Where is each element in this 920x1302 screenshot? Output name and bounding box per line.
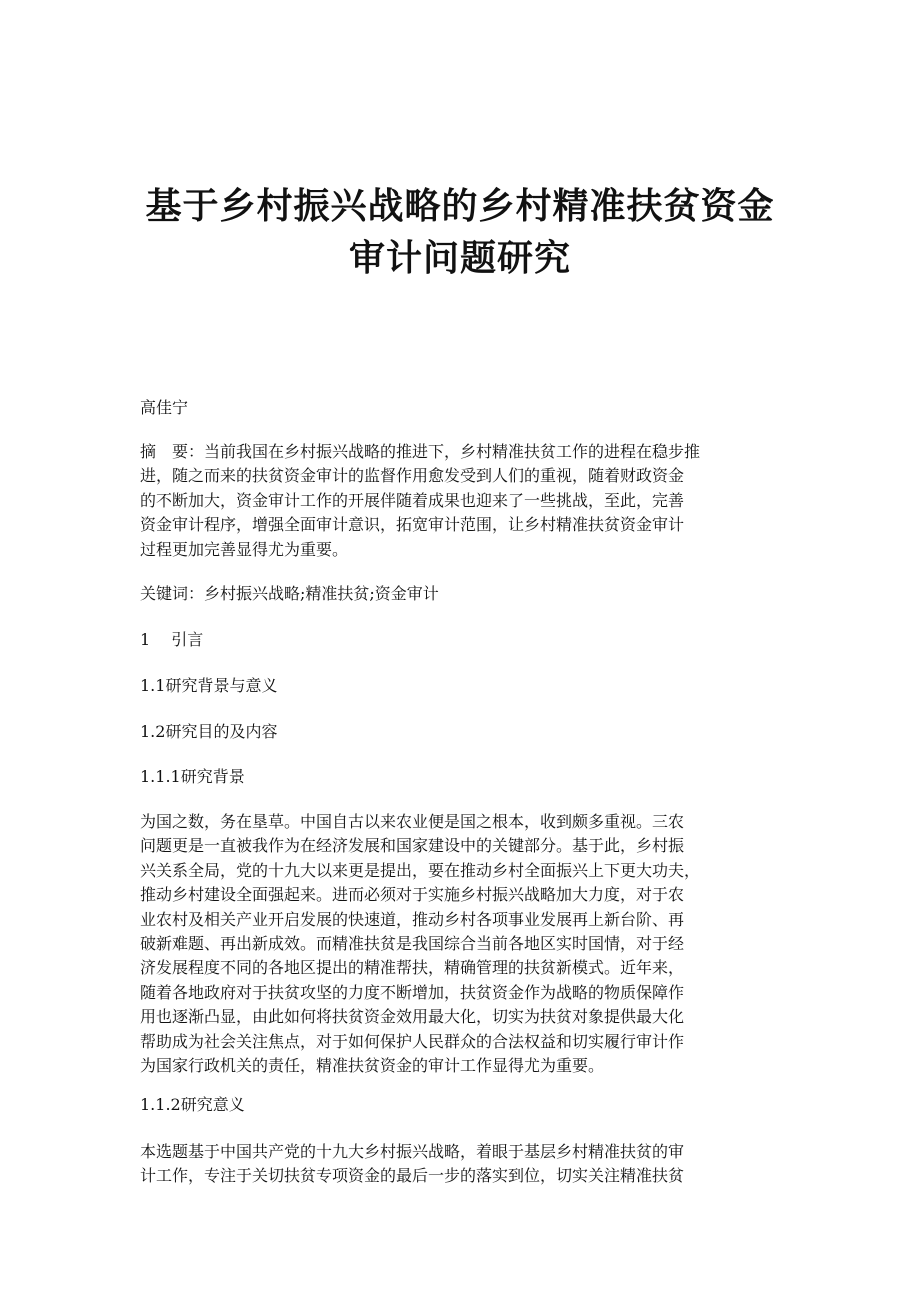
paragraph-line: 本选题基于中国共产党的十九大乡村振兴战略，着眼于基层乡村精准扶贫的审 xyxy=(140,1142,685,1161)
section-heading-1-1-2: 1.1.2研究意义 xyxy=(140,1095,245,1114)
significance-paragraph xyxy=(140,1140,780,1189)
paragraph-line: 兴关系全局，党的十九大以来更是提出，要在推动乡村全面振兴上下更大功夫， xyxy=(140,860,701,880)
section-heading-intro: 1 引言 xyxy=(140,630,204,649)
paragraph-line: 问题更是一直被我作为在经济发展和国家建设中的关键部分。基于此，乡村振 xyxy=(140,836,685,856)
section-heading-1-1: 1.1研究背景与意义 xyxy=(140,676,278,695)
paragraph-line: 济发展程度不同的各地区提出的精准帮扶，精确管理的扶贫新模式。近年来， xyxy=(140,958,685,978)
author-name: 高佳宁 xyxy=(140,398,189,417)
abstract-line: 的不断加大，资金审计工作的开展伴随着成果也迎来了一些挑战，至此，完善 xyxy=(140,490,685,510)
paragraph-line: 计工作，专注于关切扶贫专项资金的最后一步的落实到位，切实关注精准扶贫 xyxy=(140,1166,685,1186)
paragraph-line: 业农村及相关产业开启发展的快速道，推动乡村各项事业发展再上新台阶、再 xyxy=(140,909,685,929)
abstract-line: 资金审计程序，增强全面审计意识，拓宽审计范围，让乡村精准扶贫资金审计 xyxy=(140,515,685,535)
section-heading-1-2: 1.2研究目的及内容 xyxy=(140,722,278,741)
paragraph-line: 为国家行政机关的责任，精准扶贫资金的审计工作显得尤为重要。 xyxy=(140,1056,605,1076)
paragraph-line: 为国之数，务在垦草。中国自古以来农业便是国之根本，收到颇多重视。三农 xyxy=(140,812,685,831)
keywords: 关键词：乡村振兴战略;精准扶贫;资金审计 xyxy=(140,584,439,603)
abstract-line: 进，随之而来的扶贫资金审计的监督作用愈发受到人们的重视，随着财政资金 xyxy=(140,466,685,486)
abstract-line: 过程更加完善显得尤为重要。 xyxy=(140,539,349,559)
abstract-line: 摘 要：当前我国在乡村振兴战略的推进下，乡村精准扶贫工作的进程在稳步推 xyxy=(140,442,701,461)
paragraph-line: 破新难题、再出新成效。而精准扶贫是我国综合当前各地区实时国情，对于经 xyxy=(140,934,685,954)
abstract xyxy=(140,440,780,562)
paper-title xyxy=(80,181,840,285)
paragraph-line: 帮助成为社会关注焦点，对于如何保护人民群众的合法权益和切实履行审计作 xyxy=(140,1031,685,1051)
section-heading-1-1-1: 1.1.1研究背景 xyxy=(140,767,245,786)
paragraph-line: 用也逐渐凸显，由此如何将扶贫资金效用最大化，切实为扶贫对象提供最大化 xyxy=(140,1007,685,1027)
title-line: 审计问题研究 xyxy=(348,238,571,279)
title-line: 基于乡村振兴战略的乡村精准扶贫资金 xyxy=(145,186,775,227)
paragraph-line: 随着各地政府对于扶贫攻坚的力度不断增加，扶贫资金作为战略的物质保障作 xyxy=(140,982,685,1002)
background-paragraph xyxy=(140,810,780,1078)
paragraph-line: 推动乡村建设全面强起来。进而必须对于实施乡村振兴战略加大力度，对于农 xyxy=(140,885,685,905)
